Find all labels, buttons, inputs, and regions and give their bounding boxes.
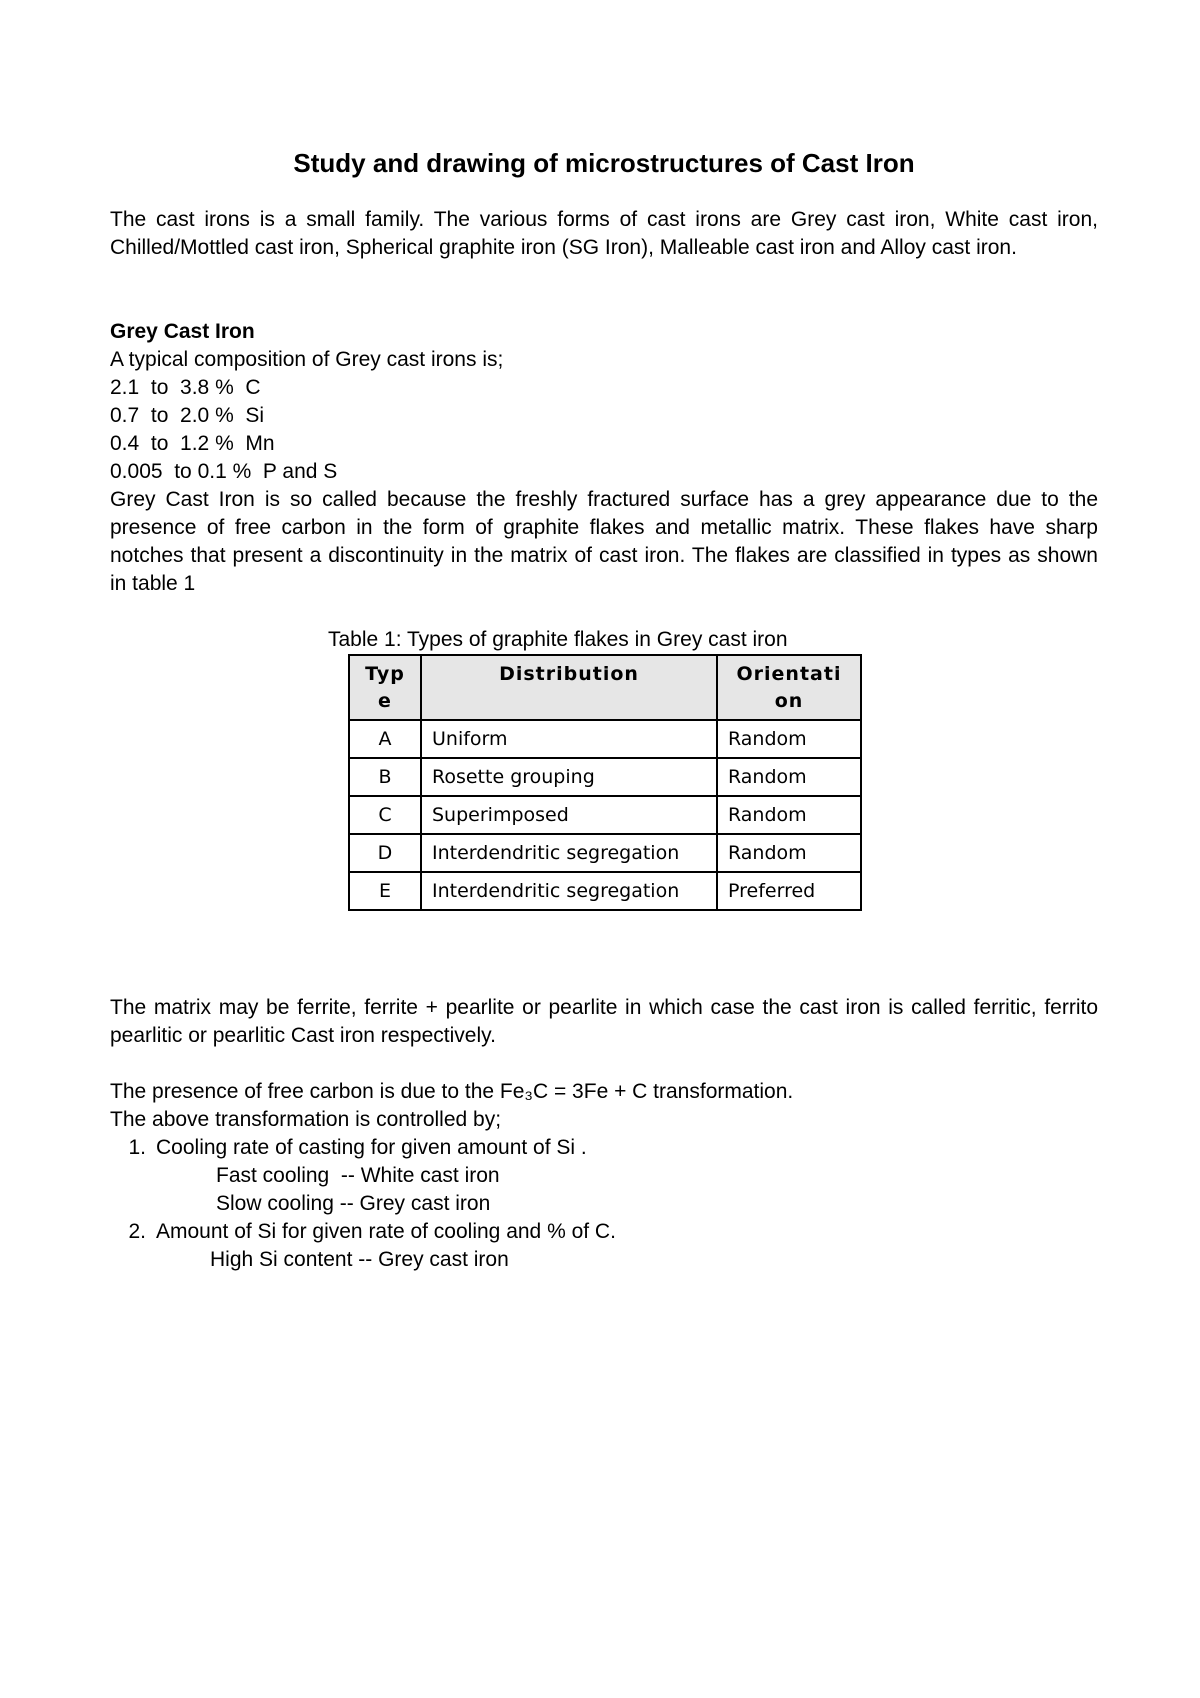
- list-number: 2.: [128, 1220, 146, 1243]
- transformation-line: The above transformation is controlled by;: [110, 1108, 502, 1131]
- cell-type: C: [349, 796, 421, 834]
- composition-line: 0.4 to 1.2 % Mn: [110, 432, 275, 455]
- composition-line: 2.1 to 3.8 % C: [110, 376, 261, 399]
- document-title: Study and drawing of microstructures of Cast Iron: [293, 148, 915, 178]
- table-row: [349, 796, 861, 834]
- cell-type: E: [349, 872, 421, 910]
- intro-paragraph: The cast irons is a small family. The various forms of cast irons are Grey cast iron, White cast iron, Chilled/Mottled cast iron, Spherical graphite iron (SG Iron), Malleable cast iron and Alloy cast iron.: [110, 208, 1098, 259]
- cell-distribution: Superimposed: [421, 796, 717, 834]
- grey-cast-iron-section: [110, 318, 1098, 598]
- cell-distribution: Uniform: [421, 720, 717, 758]
- table-row: [349, 872, 861, 910]
- cell-orientation: Random: [717, 758, 861, 796]
- composition-line: 0.7 to 2.0 % Si: [110, 404, 265, 427]
- list-subitem: Fast cooling -- White cast iron: [216, 1164, 500, 1187]
- list-subitem: Slow cooling -- Grey cast iron: [216, 1192, 491, 1215]
- matrix-paragraph: The matrix may be ferrite, ferrite + pearlite or pearlite in which case the cast iron is called ferritic, ferrito pearlitic or pearlitic Cast iron respectively.: [110, 996, 1098, 1047]
- header-type: Typ e: [349, 655, 421, 720]
- cell-type: A: [349, 720, 421, 758]
- table-header-row: [349, 655, 861, 720]
- cell-distribution: Rosette grouping: [421, 758, 717, 796]
- list-item: [110, 1134, 1098, 1162]
- section-heading: Grey Cast Iron: [110, 320, 255, 343]
- composition-line: 0.005 to 0.1 % P and S: [110, 460, 338, 483]
- list-subitem: High Si content -- Grey cast iron: [210, 1248, 509, 1271]
- composition-intro: A typical composition of Grey cast irons is;: [110, 348, 504, 371]
- table-caption: Table 1: Types of graphite flakes in Grey cast iron: [328, 628, 788, 651]
- grey-description: Grey Cast Iron is so called because the freshly fractured surface has a grey appearance due to the presence of free carbon in the form of graphite flakes and metallic matrix. These flakes have sharp notches that present a discontinuity in the matrix of cast iron. The flakes are classified in types as shown in table 1: [110, 488, 1098, 595]
- header-distribution: Distribution: [421, 655, 717, 720]
- cell-orientation: Random: [717, 834, 861, 872]
- cell-orientation: Preferred: [717, 872, 861, 910]
- cell-type: B: [349, 758, 421, 796]
- list-item-text: Cooling rate of casting for given amount of Si .: [156, 1136, 587, 1159]
- list-item: [110, 1218, 1098, 1246]
- cell-type: D: [349, 834, 421, 872]
- list-number: 1.: [128, 1136, 146, 1159]
- table-row: [349, 834, 861, 872]
- header-orientation: Orientati on: [717, 655, 861, 720]
- table-row: [349, 758, 861, 796]
- transformation-line: The presence of free carbon is due to the Fe₃C = 3Fe + C transformation.: [110, 1080, 794, 1103]
- transformation-section: [110, 1078, 1098, 1274]
- cell-orientation: Random: [717, 720, 861, 758]
- flake-types-table: [348, 654, 862, 911]
- cell-distribution: Interdendritic segregation: [421, 834, 717, 872]
- cell-distribution: Interdendritic segregation: [421, 872, 717, 910]
- cell-orientation: Random: [717, 796, 861, 834]
- list-item-text: Amount of Si for given rate of cooling and % of C.: [156, 1220, 616, 1243]
- table-row: [349, 720, 861, 758]
